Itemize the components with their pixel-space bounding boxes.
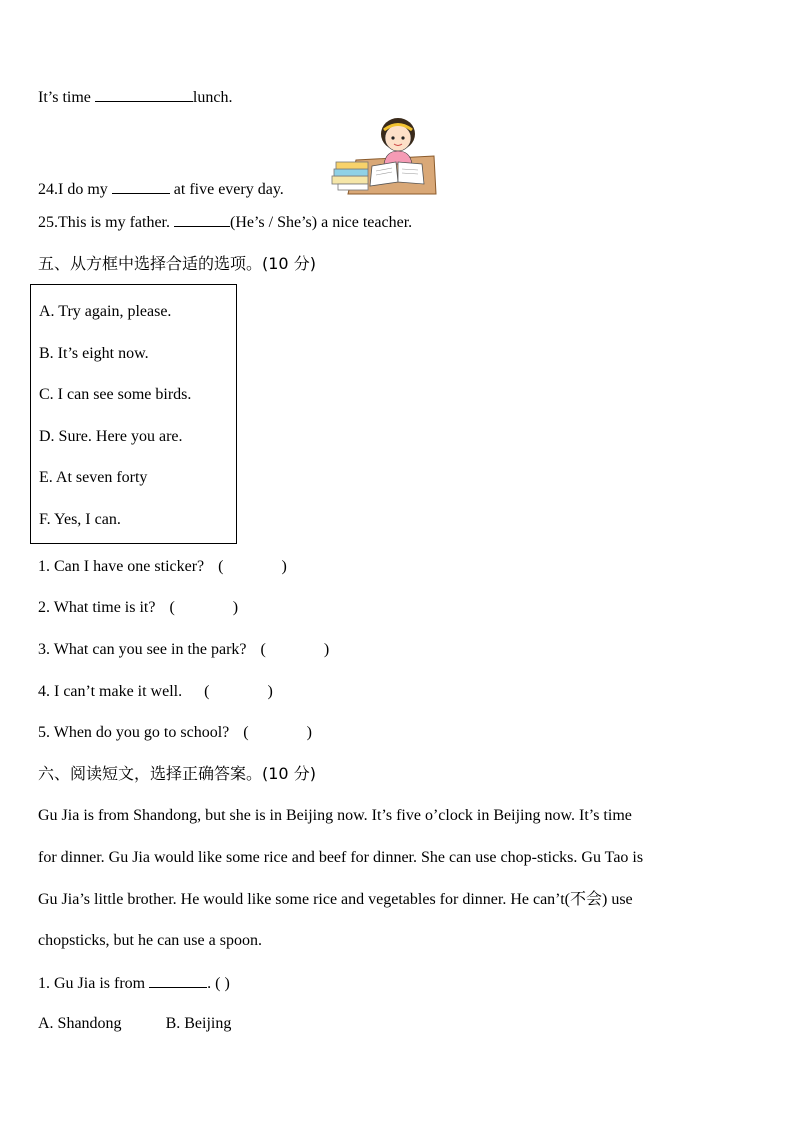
match-question-text: 1. Can I have one sticker? <box>38 558 205 575</box>
answer-blank[interactable] <box>95 87 193 102</box>
question-24-text: 24.I do my <box>38 181 112 198</box>
answer-paren-close: ) <box>267 683 273 700</box>
question-25-text-end: (He’s / She’s) a nice teacher. <box>229 214 413 231</box>
passage-line-1: Gu Jia is from Shandong, but she is in Beijing now. It’s five o’clock in Beijing now. It’s time <box>38 807 632 824</box>
options-box <box>30 284 237 544</box>
reading-question-text: 1. Gu Jia is from <box>38 975 150 992</box>
answer-blank[interactable] <box>112 179 170 194</box>
passage-line-3: Gu Jia’s little brother. He would like some rice and vegetables for dinner. He can’t(不会) use <box>38 891 633 908</box>
reading-options <box>38 1014 231 1034</box>
answer-paren-open: ( <box>169 599 175 616</box>
section-6-heading: 六、阅读短文，选择正确答案。(10 分) <box>38 764 316 783</box>
answer-paren-close: ) <box>306 724 312 741</box>
question-25-text: 25.This is my father. <box>38 214 174 231</box>
question-25 <box>38 212 412 233</box>
option-c: C. I can see some birds. <box>39 386 192 403</box>
option-a[interactable]: A. Shandong <box>38 1015 122 1032</box>
option-a: A. Try again, please. <box>39 303 172 320</box>
answer-paren-open: ( <box>260 641 266 658</box>
answer-paren-close: ) <box>232 599 239 616</box>
question-24 <box>38 179 284 200</box>
question-23-text-end: lunch. <box>192 89 233 106</box>
match-question-text: 3. What can you see in the park? <box>38 641 247 658</box>
reading-question-1 <box>38 973 230 994</box>
match-question-text: 4. I can’t make it well. <box>38 683 183 700</box>
answer-blank[interactable] <box>149 973 207 988</box>
option-f: F. Yes, I can. <box>39 511 121 528</box>
match-question-text: 2. What time is it? <box>38 599 156 616</box>
question-23-text: It’s time <box>38 89 95 106</box>
passage-line-2: for dinner. Gu Jia would like some rice and beef for dinner. She can use chop-sticks. Gu Tao is <box>38 849 644 866</box>
option-d: D. Sure. Here you are. <box>39 428 183 445</box>
match-question-3 <box>38 640 329 660</box>
section-5-heading: 五、从方框中选择合适的选项。(10 分) <box>38 254 316 273</box>
match-question-5 <box>38 723 312 743</box>
match-question-text: 5. When do you go to school? <box>38 724 230 741</box>
question-24-text-end: at five every day. <box>169 181 284 198</box>
match-question-2 <box>38 598 238 618</box>
answer-paren-open: ( <box>204 683 210 700</box>
match-question-4 <box>38 682 273 702</box>
answer-blank[interactable] <box>174 212 230 227</box>
option-b[interactable]: B. Beijing <box>165 1015 232 1032</box>
match-question-1 <box>38 557 287 577</box>
girl-doing-homework-illustration <box>328 116 438 196</box>
option-b: B. It’s eight now. <box>39 345 149 362</box>
answer-paren-open: ( <box>218 558 224 575</box>
answer-paren-close: ) <box>281 558 287 575</box>
answer-paren-close: ) <box>323 641 330 658</box>
question-23 <box>38 87 232 108</box>
option-e: E. At seven forty <box>39 469 148 486</box>
reading-question-text-end: . ( ) <box>207 975 230 992</box>
passage-line-4: chopsticks, but he can use a spoon. <box>38 932 262 949</box>
answer-paren-open: ( <box>243 724 249 741</box>
